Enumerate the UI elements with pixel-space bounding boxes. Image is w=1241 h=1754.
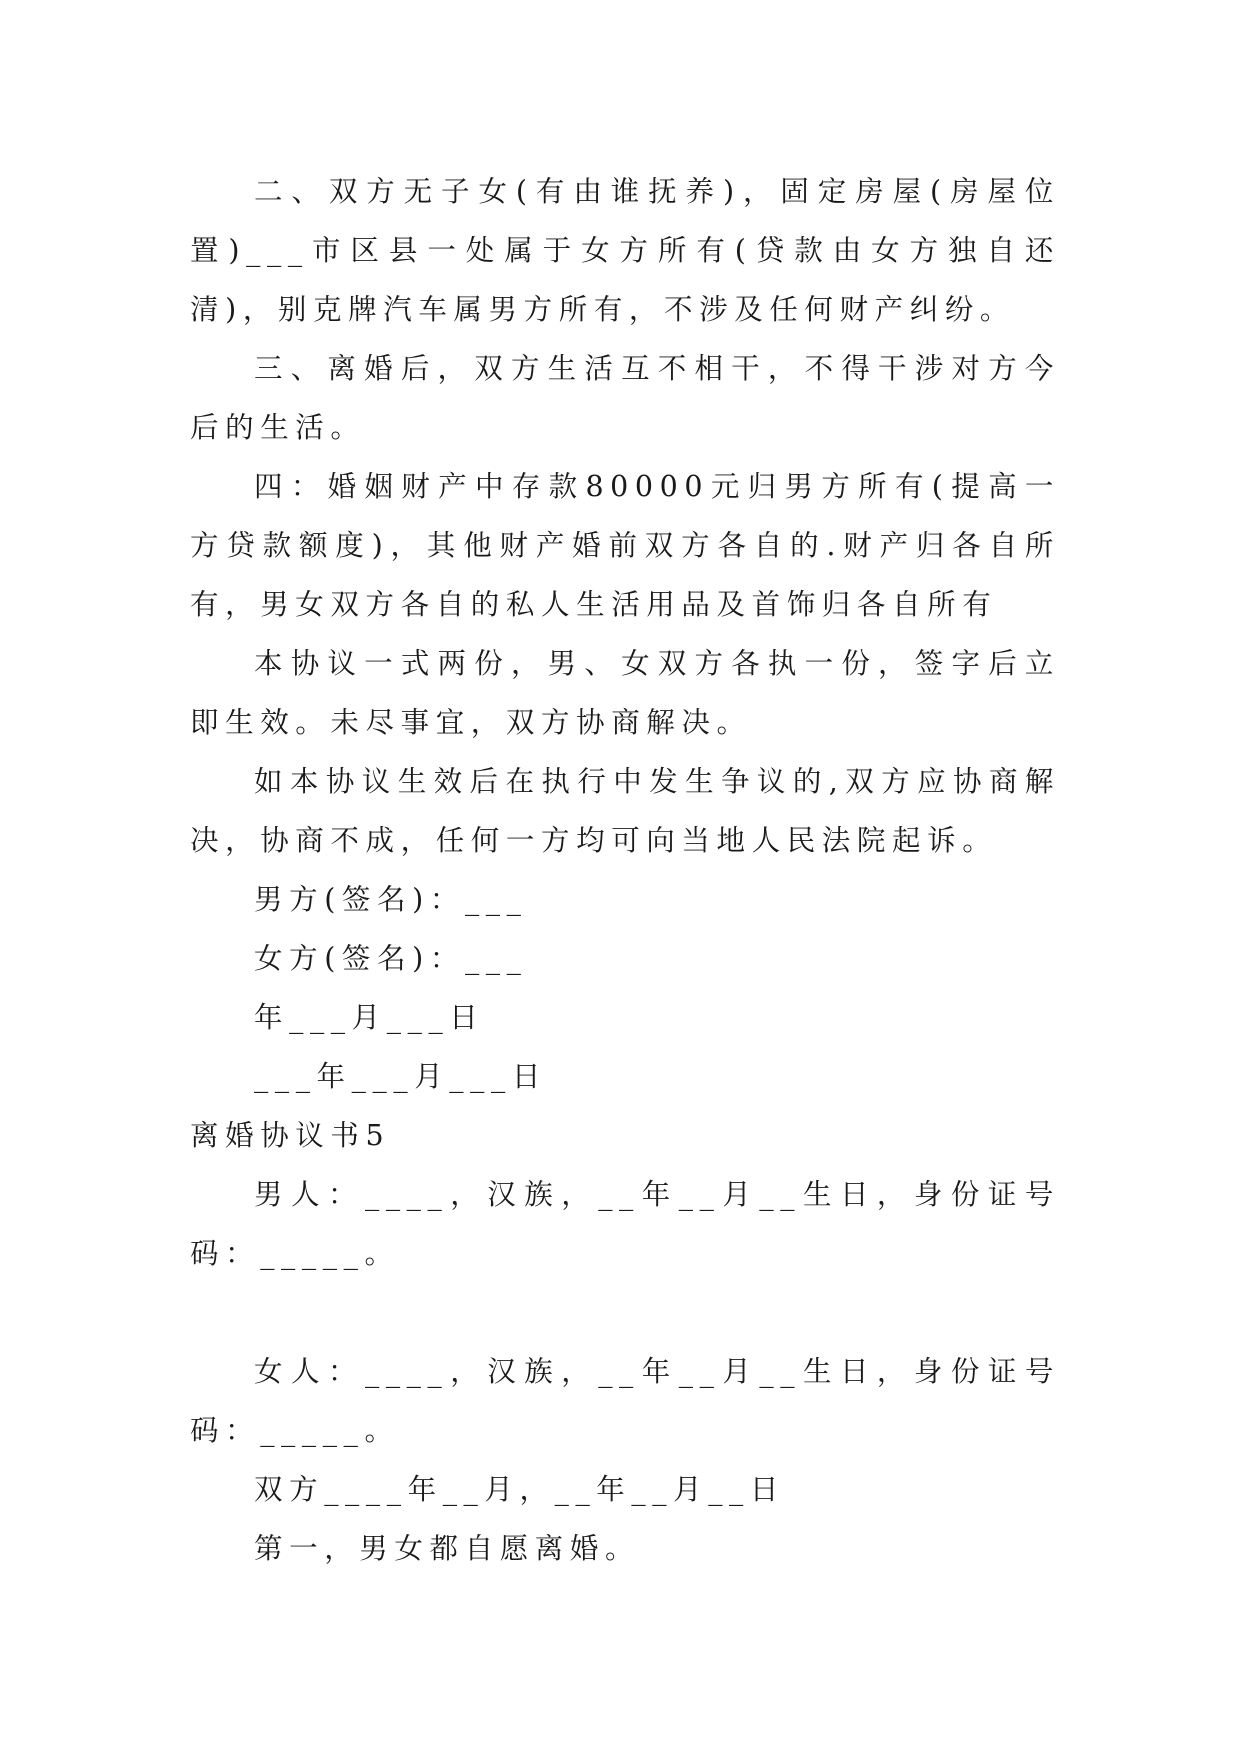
clause-three-paragraph: 三、离婚后，双方生活互不相干，不得干涉对方今后的生活。 (190, 352, 1060, 444)
date-line-short: 年___月___日 (254, 1001, 485, 1034)
document-body (190, 162, 1060, 1578)
female-info-paragraph: 女人：____，汉族，__年__月__生日，身份证号码：_____。 (190, 1355, 1060, 1447)
clause-four-paragraph: 四：婚姻财产中存款80000元归男方所有(提高一方贷款额度)，其他财产婚前双方各自的.财产归各自所有，男女双方各自的私人生活用品及首饰归各自所有 (190, 470, 1060, 621)
blank-line (190, 1283, 1060, 1342)
article-one-paragraph: 第一，男女都自愿离婚。 (254, 1532, 641, 1565)
copies-paragraph: 本协议一式两份，男、女双方各执一份，签字后立即生效。未尽事宜，双方协商解决。 (190, 647, 1060, 739)
male-info-paragraph: 男人：____，汉族，__年__月__生日，身份证号码：_____。 (190, 1178, 1060, 1270)
marriage-date-paragraph: 双方____年__月，__年__月__日 (254, 1473, 786, 1506)
male-signature-line: 男方(签名)：___ (254, 883, 528, 916)
section-heading: 离婚协议书5 (190, 1119, 391, 1152)
female-signature-line: 女方(签名)：___ (254, 942, 528, 975)
dispute-paragraph: 如本协议生效后在执行中发生争议的,双方应协商解决，协商不成，任何一方均可向当地人民法院起诉。 (190, 765, 1060, 857)
date-line-full: ___年___月___日 (254, 1060, 547, 1093)
clause-two-paragraph: 二、双方无子女(有由谁抚养)，固定房屋(房屋位置)___市区县一处属于女方所有(贷款由女方独自还清)，别克牌汽车属男方所有，不涉及任何财产纠纷。 (190, 175, 1060, 326)
